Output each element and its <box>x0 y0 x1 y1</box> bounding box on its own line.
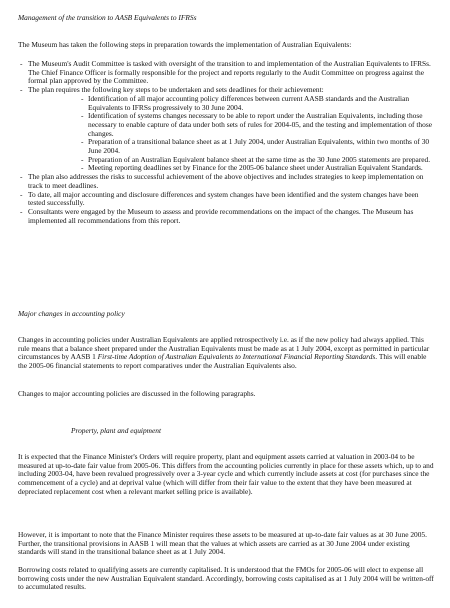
sub-list-item: - Meeting reporting deadlines set by Finance for the 2005-06 balance sheet under Australian Equivalent Standards. <box>80 164 436 173</box>
sub-list-item: - Identification of systems changes necessary to be able to report under the Australian Equivalents, including those necessary to enable capture of data under both sets of rules for 2004-05, and the testing and implementation of those changes. <box>80 112 436 138</box>
sub-list-item: - Preparation of a transitional balance sheet as at 1 July 2004, under Australian Equivalents, within two months of 30 June 2004. <box>80 138 436 155</box>
key-steps-sublist <box>28 95 436 173</box>
transition-steps-list <box>18 60 436 225</box>
section-heading-transition: Management of the transition to AASB Equivalents to IFRSs <box>18 13 197 22</box>
ppe-paragraph-1: It is expected that the Finance Minister's Orders will require property, plant and equipment assets carried at valuation in 2003-04 to be measured at up-to-date fair value from 2005-06. This differs from the accounting policies currently in place for these assets which, up to and including 2003-04, have been revalued progressively over a 3-year cycle and which currently include assets at cost (for purchases since the commencement of a cycle) and at deprival value (which will differ from their fair value to the extent that they have been measured at depreciated replacement cost when a relevant market selling price is available). <box>18 452 434 496</box>
sub-list-item: - Preparation of an Australian Equivalent balance sheet at the same time as the 30 June 2005 statements are prepared. <box>80 156 436 165</box>
section-heading-ppe: Property, plant and equipment <box>71 426 162 435</box>
list-item: - To date, all major accounting and disclosure differences and system changes have been identified and the system changes have been tested successfully. <box>18 191 436 208</box>
list-item: - The Museum's Audit Committee is tasked with oversight of the transition to and implementation of the Australian Equivalents to IFRSs. The Chief Finance Officer is formally responsible for the project and reports regularly to the Audit Committee on progress against the formal plan approved by the Committee. <box>18 60 436 86</box>
major-changes-followup: Changes to major accounting policies are discussed in the following paragraphs. <box>18 389 256 398</box>
section-heading-major-changes: Major changes in accounting policy <box>18 309 125 318</box>
list-item: - The plan requires the following key steps to be undertaken and sets deadlines for their achievement: - Identification of all major accounting policy differences between current AASB standards and the Australian Equivalents to IFRSs progressively to 30 June 2004. - Identification of systems changes necessary to be able to report under the Australian Equivalents, including those necessary to enable capture of data under both sets of rules for 2004-05, and the testing and implementation of those changes. - Preparation of a transitional balance sheet as at 1 July 2004, under Australian Equivalents, within two months of 30 June 2004. - Preparation of an Australian Equivalent balance sheet at the same time as the 30 June 2005 statements are prepared. - Meeting reporting deadlines set by Finance for the 2005-06 balance sheet under Australian Equivalent Standards. <box>18 86 436 173</box>
list-item: - Consultants were engaged by the Museum to assess and provide recommendations on the impact of the changes. The Museum has implemented all recommendations from this report. <box>18 208 436 225</box>
sub-list-item: - Identification of all major accounting policy differences between current AASB standards and the Australian Equivalents to IFRSs progressively to 30 June 2004. <box>80 95 436 112</box>
ppe-paragraph-2: However, it is important to note that the Finance Minister requires these assets to be measured at up-to-date fair values as at 30 June 2005. Further, the transitional provisions in AASB 1 will mean that the values at which assets are carried as at 30 June 2004 under existing standards will stand in the transitional balance sheet as at 1 July 2004. <box>18 530 427 557</box>
list-item: - The plan also addresses the risks to successful achievement of the above objectives and includes strategies to keep implementation on track to meet deadlines. <box>18 173 436 190</box>
transition-intro: The Museum has taken the following steps in preparation towards the implementation of Australian Equivalents: <box>18 40 352 49</box>
major-changes-paragraph: Changes in accounting policies under Australian Equivalents are applied retrospectively i.e. as if the new policy had always applied. This rule means that a balance sheet prepared under the Australian Equivalents must be made as at 1 July 2004, except as permitted in particular circumstances by AASB 1 First-time Adoption of Australian Equivalents to International Financial Reporting Standards. This will enable the 2005-06 financial statements to report comparatives under the Australian Equivalents also. <box>18 335 430 371</box>
ppe-paragraph-3: Borrowing costs related to qualifying assets are currently capitalised. It is understood that the FMOs for 2005-06 will elect to expense all borrowing costs under the new Australian Equivalent standard. Accordingly, borrowing costs capitalised as at 1 July 2004 will be written-off to accumulated results. <box>18 565 434 592</box>
